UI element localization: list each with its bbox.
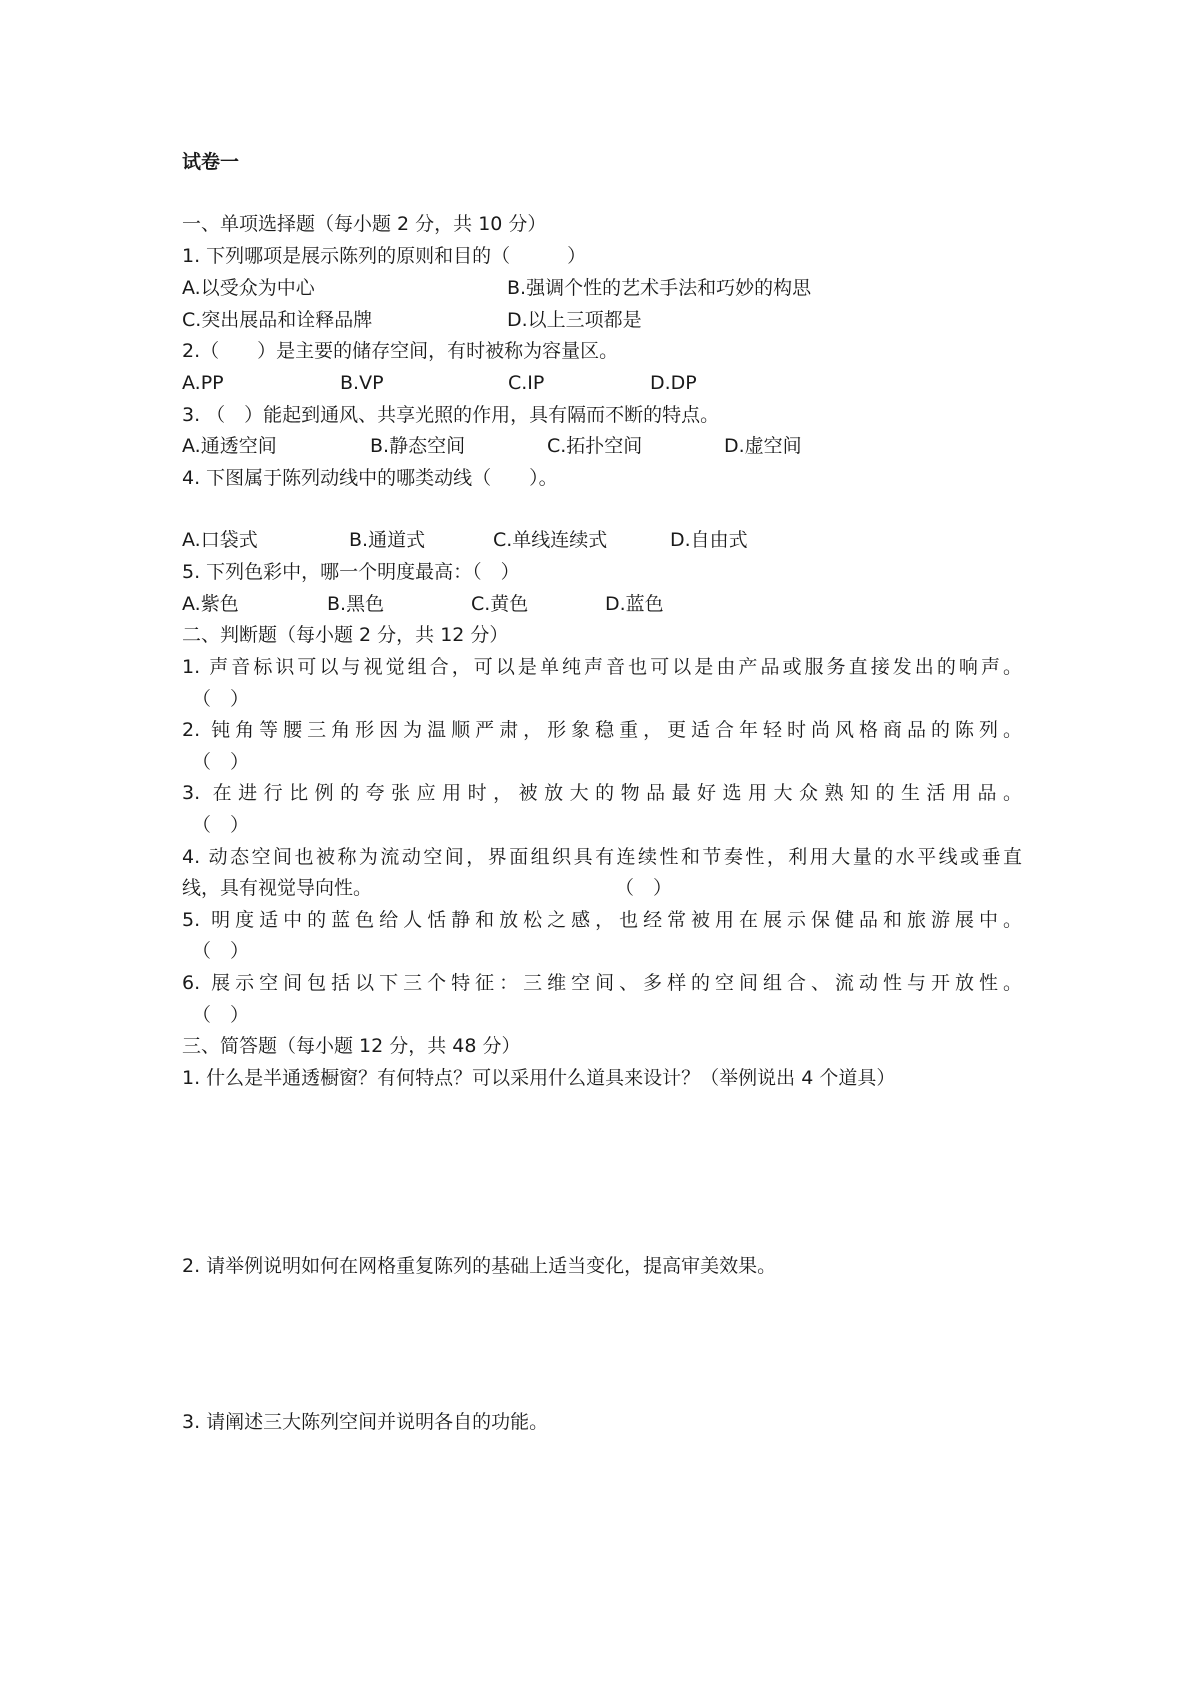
sa-question-3: 3. 请阐述三大陈列空间并说明各自的功能。 <box>182 1411 549 1433</box>
section1-heading: 一、单项选择题（每小题 2 分，共 10 分） <box>182 213 547 235</box>
mc1-option-a: A.以受众为中心 <box>182 277 315 299</box>
mc5-option-a: A.紫色 <box>182 593 239 615</box>
tf-question-2: 2. 钝角等腰三角形因为温顺严肃，形象稳重，更适合年轻时尚风格商品的陈列。 <box>182 719 1022 741</box>
mc-question-3: 3. （ ）能起到通风、共享光照的作用，具有隔而不断的特点。 <box>182 404 720 426</box>
mc-question-4: 4. 下图属于陈列动线中的哪类动线（ ）。 <box>182 467 558 489</box>
tf-question-4-line2: 线，具有视觉导向性。 <box>182 877 373 899</box>
mc5-option-d: D.蓝色 <box>605 593 664 615</box>
mc3-option-b: B.静态空间 <box>370 435 466 457</box>
mc2-option-c: C.IP <box>508 372 545 394</box>
mc1-option-b: B.强调个性的艺术手法和巧妙的构思 <box>507 277 812 299</box>
tf-question-1: 1. 声音标识可以与视觉组合，可以是单纯声音也可以是由产品或服务直接发出的响声。 <box>182 656 1022 678</box>
mc3-option-a: A.通透空间 <box>182 435 277 457</box>
mc2-option-b: B.VP <box>340 372 384 394</box>
mc4-option-c: C.单线连续式 <box>493 529 608 551</box>
mc5-option-c: C.黄色 <box>471 593 529 615</box>
tf-question-5-answer-bracket: （ ） <box>192 940 250 962</box>
mc1-option-d: D.以上三项都是 <box>507 309 642 331</box>
tf-question-2-answer-bracket: （ ） <box>192 751 250 773</box>
paper-title: 试卷一 <box>182 151 240 173</box>
tf-question-3-answer-bracket: （ ） <box>192 814 250 836</box>
section3-heading: 三、简答题（每小题 12 分，共 48 分） <box>182 1035 521 1057</box>
sa-question-1: 1. 什么是半通透橱窗？有何特点？可以采用什么道具来设计？（举例说出 4 个道具） <box>182 1067 896 1089</box>
mc5-option-b: B.黑色 <box>327 593 385 615</box>
sa-question-2: 2. 请举例说明如何在网格重复陈列的基础上适当变化，提高审美效果。 <box>182 1255 777 1277</box>
mc2-option-a: A.PP <box>182 372 224 394</box>
mc3-option-d: D.虚空间 <box>724 435 802 457</box>
tf-question-4-answer-bracket: （ ） <box>615 877 673 899</box>
mc4-option-a: A.口袋式 <box>182 529 258 551</box>
mc-question-2: 2.（ ）是主要的储存空间，有时被称为容量区。 <box>182 340 619 362</box>
mc-question-1: 1. 下列哪项是展示陈列的原则和目的（ ） <box>182 245 587 267</box>
tf-question-1-answer-bracket: （ ） <box>192 688 250 710</box>
mc4-option-d: D.自由式 <box>670 529 748 551</box>
mc-question-5: 5. 下列色彩中，哪一个明度最高：（ ） <box>182 561 520 583</box>
mc4-option-b: B.通道式 <box>349 529 426 551</box>
tf-question-5: 5. 明度适中的蓝色给人恬静和放松之感，也经常被用在展示保健品和旅游展中。 <box>182 909 1022 931</box>
tf-question-4: 4. 动态空间也被称为流动空间，界面组织具有连续性和节奏性，利用大量的水平线或垂直 <box>182 846 1022 868</box>
mc3-option-c: C.拓扑空间 <box>547 435 643 457</box>
tf-question-3: 3. 在进行比例的夸张应用时，被放大的物品最好选用大众熟知的生活用品。 <box>182 782 1022 804</box>
mc2-option-d: D.DP <box>650 372 697 394</box>
tf-question-6-answer-bracket: （ ） <box>192 1004 250 1026</box>
section2-heading: 二、判断题（每小题 2 分，共 12 分） <box>182 624 509 646</box>
mc1-option-c: C.突出展品和诠释品牌 <box>182 309 373 331</box>
tf-question-6: 6. 展示空间包括以下三个特征：三维空间、多样的空间组合、流动性与开放性。 <box>182 972 1022 994</box>
